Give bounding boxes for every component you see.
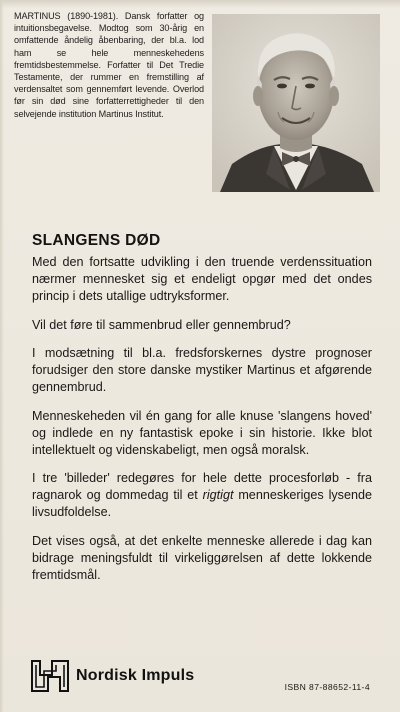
author-portrait [212, 14, 380, 192]
blurb-paragraph-6: Det vises også, at det enkelte menneske allerede i dag kan bidrage meningsfuldt til virkeliggørelsen af dette lokkende fremtidsmål. [32, 533, 372, 582]
blurb-paragraph-1: Med den fortsatte udvikling i den truende verdenssituation nærmer mennesket sig et endeligt opgør med det ondes princip i dets utallige udtryksformer. [32, 255, 372, 303]
blurb-paragraph-2: Vil det føre til sammenbrud eller gennembrud? [32, 317, 291, 332]
publisher-logo [30, 659, 194, 693]
blurb-paragraph-5 [32, 470, 372, 521]
portrait-image [212, 14, 380, 192]
book-title: SLANGENS DØD [32, 232, 161, 249]
publisher-name: Nordisk Impuls [76, 667, 195, 684]
blurb [32, 254, 372, 584]
author-bio: MARTINUS (1890-1981). Dansk forfatter og intuitionsbegavelse. Modtog som 30-årig en omfattende åndelig åbenbaring, der bl.a. lod ham se hele menneskehedens fremtidsbestemmelse. Forfatter til Det Tredie Testamente, der rummer en fremstilling af verdensaltet som gennemført levende. Overlod før sin død sine forfatterrettigheder til den selvejende institution Martinus Institut. [14, 11, 204, 119]
blurb-paragraph-4: Menneskeheden vil én gang for alle knuse 'slangens hoved' og indlede en ny fantastisk epoke i sin historie. Ikke blot intellektuelt og videnskabeligt, men også moralsk. [32, 408, 372, 457]
blurb-paragraph-5-italic: rigtigt [202, 488, 234, 502]
blurb-paragraph-5-start: I tre 'billeder' redegøres for hele dette procesforløb - fra ragnarok og dommedag til et [32, 471, 372, 502]
blurb-paragraph-5-end: menneskeriges lysende livsudfoldelse. [32, 488, 372, 519]
isbn-number: ISBN 87-88652-11-4 [284, 682, 370, 692]
blurb-paragraph-3: I modsætning til bl.a. fredsforskernes dystre prognoser forudsiger den store danske mystiker Martinus et afgørende gennembrud. [32, 346, 372, 394]
publisher-logo-icon [30, 659, 70, 693]
page-edge-shadow-left [0, 0, 4, 712]
page-edge-shadow [0, 0, 400, 8]
